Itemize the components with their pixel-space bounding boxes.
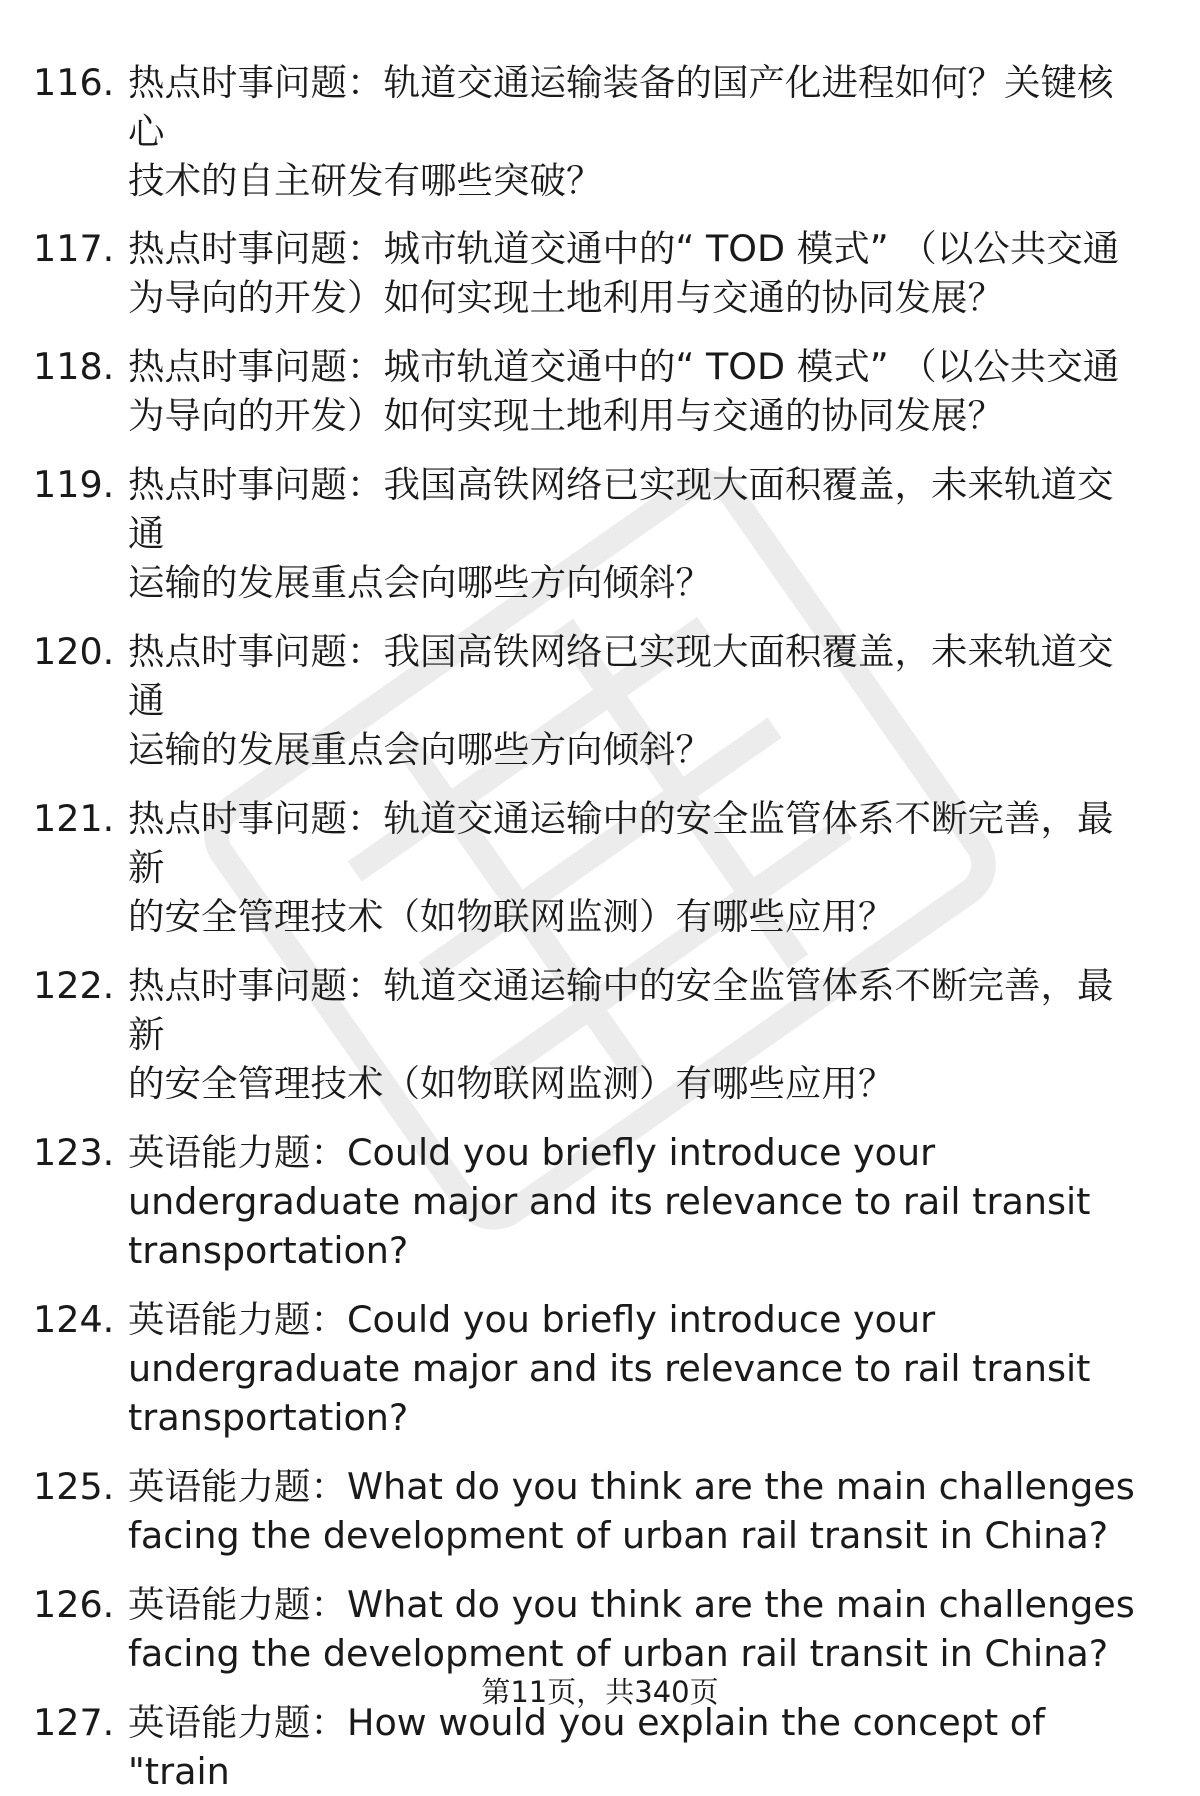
question-line: 热点时事问题：轨道交通运输装备的国产化进程如何？关键核心 [128,61,1114,153]
question-text [128,1128,1148,1275]
question-line: transportation? [128,1396,409,1439]
question-number: 127. [33,1701,115,1744]
question-item [0,1698,1200,1796]
question-text [128,1580,1148,1678]
question-line: 的安全管理技术（如物联网监测）有哪些应用？ [128,1062,895,1105]
question-text [128,1462,1148,1560]
question-text [128,342,1148,440]
question-text [128,1295,1148,1442]
question-item [0,1128,1200,1275]
question-line: undergraduate major and its relevance to rail transit [128,1347,1091,1390]
question-text [128,627,1148,774]
question-number: 120. [33,630,115,673]
question-item [0,460,1200,607]
question-line: 热点时事问题：城市轨道交通中的“ TOD 模式” （以公共交通 [128,227,1120,270]
question-list [0,58,1200,1796]
question-line: 运输的发展重点会向哪些方向倾斜？ [128,561,712,604]
question-line: 运输的发展重点会向哪些方向倾斜？ [128,728,712,771]
page-footer: 第11页，共340页 [481,1675,719,1709]
question-line: 热点时事问题：城市轨道交通中的“ TOD 模式” （以公共交通 [128,345,1120,388]
question-number: 122. [33,964,115,1007]
question-number: 118. [33,345,115,388]
question-number: 117. [33,227,115,270]
question-line: facing the development of urban rail transit in China? [128,1632,1109,1675]
question-line: 英语能力题：How would you explain the concept of "train [128,1701,1045,1793]
question-number: 124. [33,1298,115,1341]
question-text [128,58,1148,205]
question-item [0,794,1200,941]
question-line: 英语能力题：Could you briefly introduce your [128,1131,936,1174]
question-line: 英语能力题：Could you briefly introduce your [128,1298,936,1341]
question-line: undergraduate major and its relevance to rail transit [128,1180,1091,1223]
question-text [128,1698,1148,1796]
question-item [0,1295,1200,1442]
question-line: 为导向的开发）如何实现土地利用与交通的协同发展？ [128,394,1004,437]
question-number: 123. [33,1131,115,1174]
question-number: 121. [33,797,115,840]
question-line: 热点时事问题：我国高铁网络已实现大面积覆盖，未来轨道交通 [128,463,1114,555]
question-text [128,224,1148,322]
question-line: 英语能力题：What do you think are the main challenges [128,1583,1135,1626]
question-number: 116. [33,61,115,104]
question-item [0,342,1200,440]
question-text [128,460,1148,607]
question-line: transportation? [128,1229,409,1272]
question-item [0,627,1200,774]
question-text [128,961,1148,1108]
question-number: 119. [33,463,115,506]
question-line: 热点时事问题：轨道交通运输中的安全监管体系不断完善，最新 [128,797,1114,889]
question-line: 的安全管理技术（如物联网监测）有哪些应用？ [128,895,895,938]
question-line: facing the development of urban rail transit in China? [128,1514,1109,1557]
question-item [0,961,1200,1108]
question-number: 125. [33,1465,115,1508]
question-item [0,224,1200,322]
question-number: 126. [33,1583,115,1626]
question-item [0,1580,1200,1678]
question-item [0,58,1200,205]
question-line: 为导向的开发）如何实现土地利用与交通的协同发展？ [128,276,1004,319]
question-line: 技术的自主研发有哪些突破？ [128,159,603,202]
question-line: 英语能力题：What do you think are the main challenges [128,1465,1135,1508]
question-text [128,794,1148,941]
question-line: 热点时事问题：我国高铁网络已实现大面积覆盖，未来轨道交通 [128,630,1114,722]
question-item [0,1462,1200,1560]
question-line: 热点时事问题：轨道交通运输中的安全监管体系不断完善，最新 [128,964,1114,1056]
